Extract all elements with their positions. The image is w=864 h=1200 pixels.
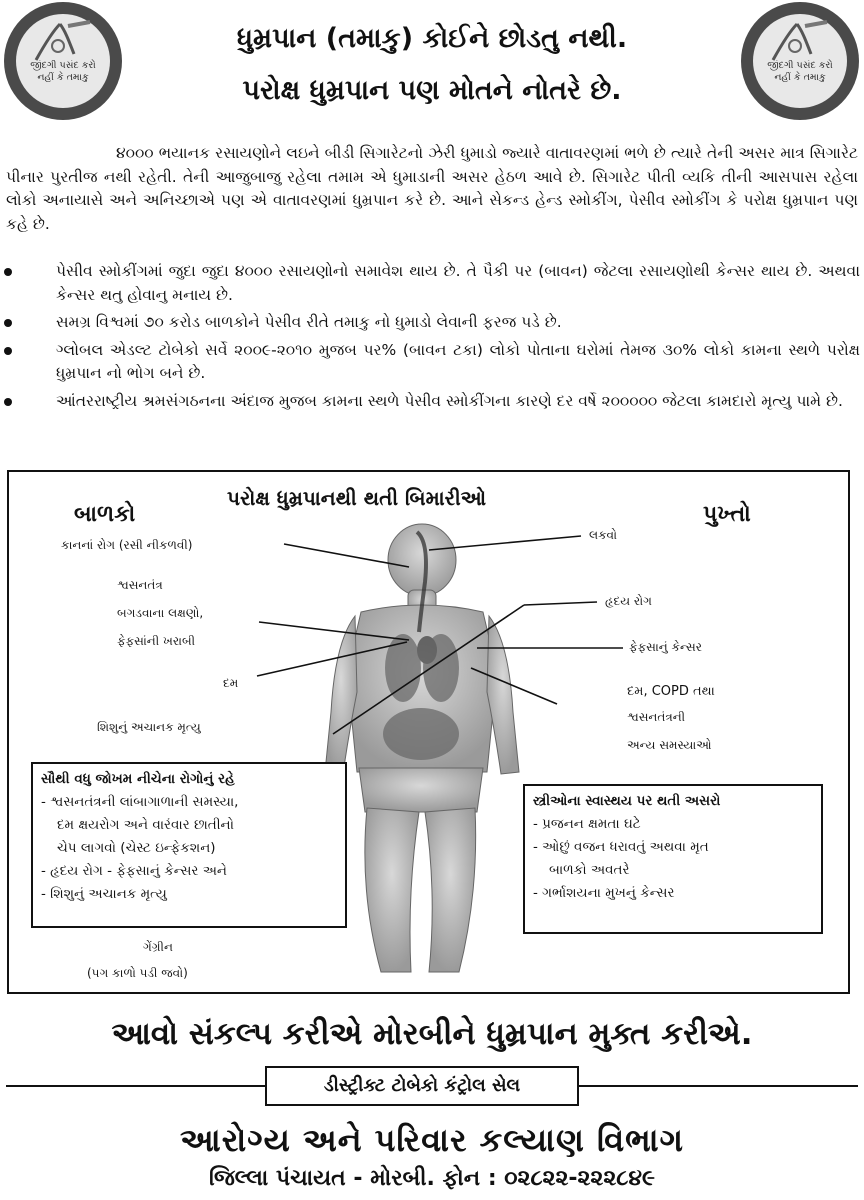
fact-text: પેસીવ સ્મોકીંગમાં જુદા જુદા ૪૦૦૦ રસાયણોનો સમાવેશ થાય છે. તે પૈકી પર (બાવન) જેટલા રસાયણોથી કેન્સર થાય છે. અથવા કેન્સર થતુ હોવાનુ મનાય છે. <box>56 262 860 304</box>
logo-text-line1: જીંદગી પસંદ કરો <box>30 60 96 71</box>
department-name: આરોગ્ય અને પરિવાર કલ્યાણ વિભાગ <box>180 1121 684 1159</box>
children-heading: બાળકો <box>74 502 136 527</box>
campaign-logo-right <box>741 2 859 120</box>
label-lung-damage: ફેફસાંની ખરાબી <box>117 634 196 648</box>
label-respiratory-symptoms: બગડવાના લક્ષણો, <box>117 606 204 620</box>
children-risk-item: - શિશુનું અચાનક મૃત્યુ <box>41 886 167 902</box>
office-address: જિલ્લા પંચાયત - મોરબી. ફોન : ૦૨૮૨૨-૨૨૨૮૪૯ <box>208 1166 656 1191</box>
logo-text-line2: નહીં કે તમાકુ <box>774 72 826 83</box>
fact-item <box>4 260 860 307</box>
diagram-title: પરોક્ષ ધુમ્રપાનથી થતી બિમારીઓ <box>227 486 487 510</box>
bullet-icon <box>4 268 12 276</box>
bullet-icon <box>4 319 12 327</box>
children-risk-item: ચેપ લાગવો (ચેસ્ટ ઇન્ફેકશન) <box>57 840 216 856</box>
label-asthma-child: દમ <box>223 676 239 690</box>
campaign-logo-left <box>4 2 122 120</box>
children-risk-item: દમ ક્ષયરોગ અને વારંવાર છાતીનો <box>57 817 234 833</box>
label-stroke: લકવો <box>589 528 618 542</box>
women-health-item: બાળકો અવતરે <box>549 862 630 878</box>
hand-cigarette-icon <box>767 20 833 64</box>
label-copd-respiratory: શ્વસનતંત્રની <box>627 710 686 724</box>
logo-text-line2: નહીં કે તમાકુ <box>37 72 89 83</box>
label-gangrene-desc: (પગ કાળો પડી જવો) <box>87 966 188 980</box>
label-sids: શિશુનું અચાનક મૃત્યુ <box>97 720 201 734</box>
intro-paragraph: ૪૦૦૦ ભયાનક રસાયણોને લઇને બીડી સિગારેટનો ઝેરી ધુમાડો જ્યારે વાતાવરણમાં ભળે છે ત્યારે તેની અસર માત્ર સિગારેટ પીનાર પુરતીજ નથી રહેતી. તેની આજુબાજુ રહેલા તમામ એ ધુમાડાની અસર હેઠળ આવે છે. સિગારેટ પીતી વ્યકિ તીની આસપાસ રહેલા લોકો અનાયાસે અને અનિચ્છાએ પણ એ વાતાવરણમાં ધુમ્રપાન કરે છે. આને સેકન્ડ હેન્ડ સ્મોકીંગ, પેસીવ સ્મોકીંગ કે પરોક્ષ ધુમ્રપાન પણ કહે છે. <box>6 144 858 233</box>
fact-text: ગ્લોબલ એડલ્ટ ટોબેકો સર્વે ૨૦૦૯-૨૦૧૦ મુજબ પર% (બાવન ટકા) લોકો પોતાના ઘરોમાં તેમજ ૩૦% લોકો કામના સ્થળે પરોક્ષ ધુમ્રપાન નો ભોગ બને છે. <box>56 340 860 382</box>
hand-cigarette-icon <box>30 20 96 64</box>
tobacco-control-cell: ડીસ્ટ્રીક્ટ ટોબેકો કંટ્રોલ સેલ <box>265 1066 579 1106</box>
label-gangrene: ગેંગ્રીન <box>143 940 173 954</box>
pledge-slogan: આવો સંકલ્પ કરીએ મોરબીને ધુમ્રપાન મુક્ત કરીએ. <box>111 1016 753 1052</box>
label-copd: દમ, COPD તથા <box>627 684 715 699</box>
children-risk-title: સૌથી વધુ જોખમ નીચેના રોગોનું રહે <box>41 771 235 787</box>
diseases-diagram <box>7 470 850 994</box>
label-lung-cancer: ફેફસાનું કેન્સર <box>629 640 702 654</box>
fact-item <box>4 311 860 335</box>
women-health-item: - પ્રજનન ક્ષમતા ઘટે <box>533 816 641 832</box>
label-ear-disease: કાનનાં રોગ (રસી નીકળવી) <box>61 538 193 552</box>
children-risk-box <box>31 762 347 928</box>
label-copd-other: અન્ય સમસ્યાઓ <box>627 738 712 752</box>
fact-item <box>4 390 860 414</box>
bullet-icon <box>4 347 12 355</box>
women-health-item: - ગર્ભાશયના મુખનું કેન્સર <box>533 885 675 901</box>
women-health-item: - ઓછું વજન ધરાવતું અથવા મૃત <box>533 839 709 855</box>
adults-heading: પુખ્તો <box>703 502 751 527</box>
logo-text <box>741 60 859 84</box>
fact-item <box>4 339 860 386</box>
logo-text-line1: જીંદગી પસંદ કરો <box>767 60 833 71</box>
fact-text: આંતરરાષ્ટ્રીય શ્રમસંગઠનના અંદાજ મુજબ કામના સ્થળે પેસીવ સ્મોકીંગના કારણે દર વર્ષે ૨૦૦૦૦૦ જેટલા કામદારો મૃત્યુ પામે છે. <box>56 391 843 410</box>
facts-list <box>4 260 860 417</box>
children-risk-item: - શ્વસનતંત્રની લાંબાગાળાની સમસ્યા, <box>41 794 239 810</box>
logo-text <box>4 60 122 84</box>
fact-text: સમગ્ર વિશ્વમાં ૭૦ કરોડ બાળકોને પેસીવ રીતે તમાકુ નો ધુમાડો લેવાની ફરજ પડે છે. <box>56 313 562 331</box>
label-respiratory: શ્વસનતંત્ર <box>117 578 163 592</box>
women-health-box <box>523 784 823 934</box>
label-heart-disease: હૃદય રોગ <box>605 594 652 608</box>
header-line-2: પરોક્ષ ધુમ્રપાન પણ મોતને નોતરે છે. <box>242 75 622 106</box>
bullet-icon <box>4 398 12 406</box>
header-line-1: ધુમ્રપાન (તમાકુ) કોઈને છોડતુ નથી. <box>236 23 628 54</box>
children-risk-item: - હૃદય રોગ - ફેફસાનું કેન્સર અને <box>41 863 227 879</box>
women-health-title: સ્ત્રીઓના સ્વાસ્થય પર થતી અસરો <box>533 793 721 809</box>
